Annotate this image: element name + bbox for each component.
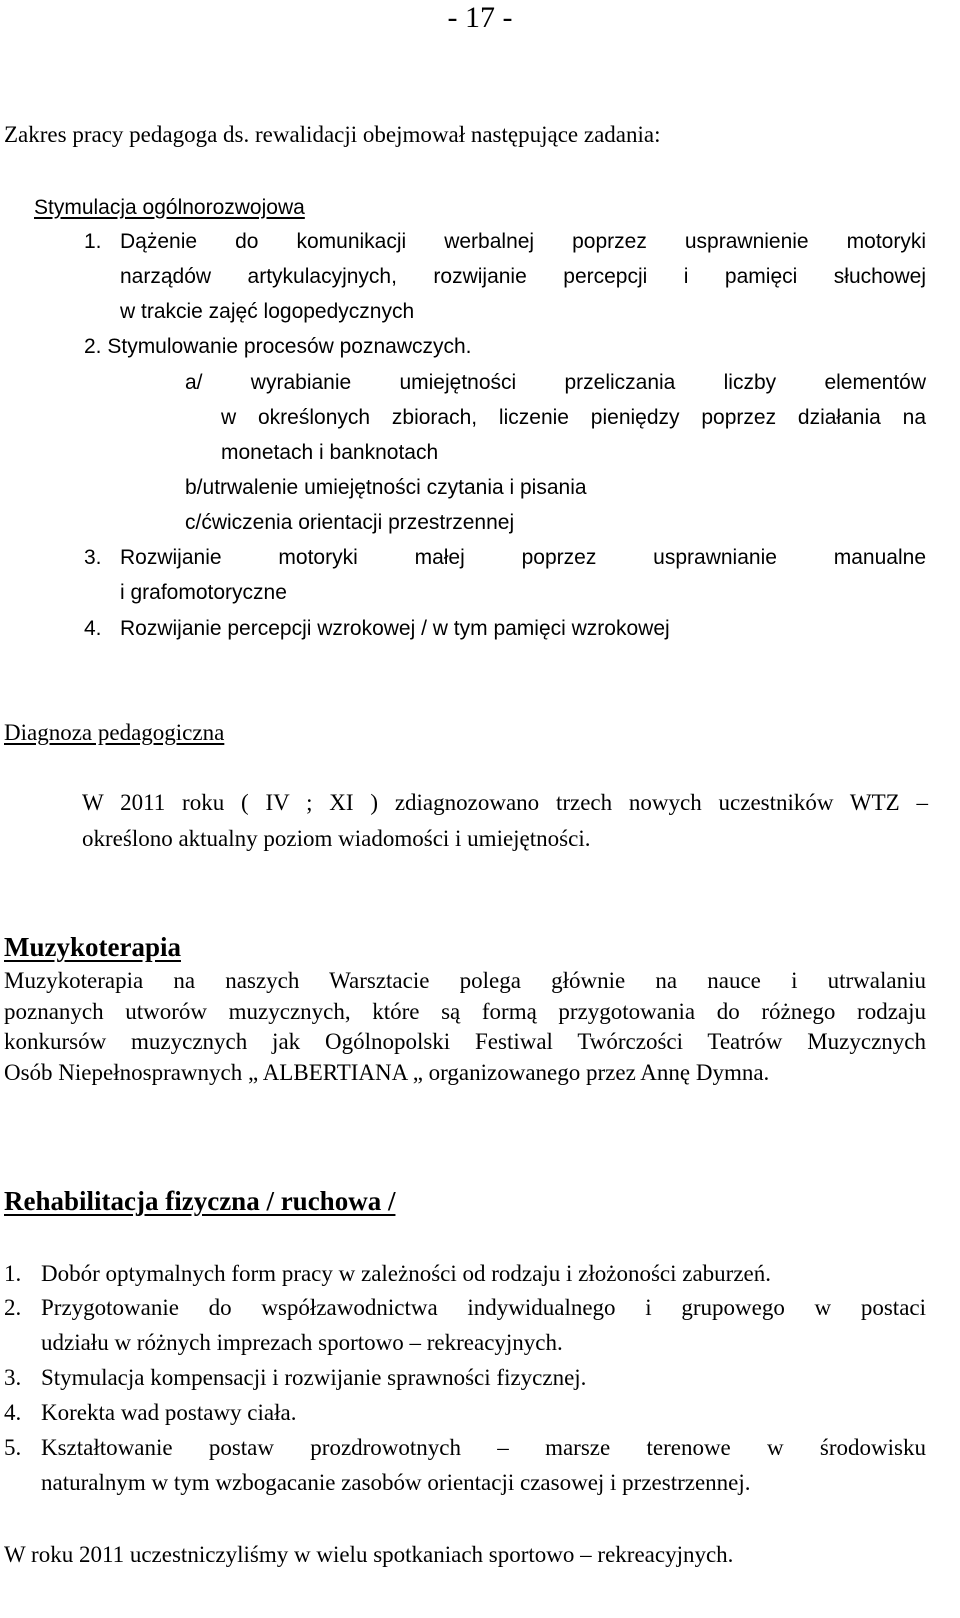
rehab-item2-line1: Przygotowanie do współzawodnictwa indywidualnego i grupowego w postaci <box>41 1295 926 1320</box>
stim-item1-line2: narządów artykulacyjnych, rozwijanie percepcji i pamięci słuchowej <box>120 265 926 288</box>
rehab-item4-number: 4. <box>4 1400 22 1425</box>
intro-text: Zakres pracy pedagoga ds. rewalidacji obejmował następujące zadania: <box>4 122 661 147</box>
stimulation-heading: Stymulacja ogólnorozwojowa <box>34 196 305 219</box>
rehab-item2-line2: udziału w różnych imprezach sportowo – rekreacyjnych. <box>41 1330 563 1355</box>
stim-item3-line2: i grafomotoryczne <box>120 581 287 604</box>
rehab-item3: Stymulacja kompensacji i rozwijanie sprawności fizycznej. <box>41 1365 587 1390</box>
rehab-item5-line2: naturalnym w tym wzbogacanie zasobów orientacji czasowej i przestrzennej. <box>41 1470 751 1495</box>
music-line1: Muzykoterapia na naszych Warsztacie polega głównie na nauce i utrwalaniu <box>4 968 926 993</box>
stim-item2a-line2: w określonych zbiorach, liczenie pieniędzy poprzez działania na <box>221 406 926 429</box>
stim-item4-number: 4. <box>84 617 102 640</box>
stim-item3-number: 3. <box>84 546 102 569</box>
stim-item3-line1: Rozwijanie motoryki małej poprzez usprawnianie manualne <box>120 546 926 569</box>
diagnosis-line2: określono aktualny poziom wiadomości i umiejętności. <box>82 826 591 851</box>
rehab-item5-line1: Kształtowanie postaw prozdrowotnych – marsze terenowe w środowisku <box>41 1435 926 1460</box>
stim-item1-line1: Dążenie do komunikacji werbalnej poprzez usprawnienie motoryki <box>120 230 926 253</box>
rehab-item1: Dobór optymalnych form pracy w zależności od rodzaju i złożoności zaburzeń. <box>41 1261 771 1286</box>
closing-text: W roku 2011 uczestniczyliśmy w wielu spotkaniach sportowo – rekreacyjnych. <box>4 1542 734 1567</box>
music-heading: Muzykoterapia <box>4 932 181 962</box>
stim-item4: Rozwijanie percepcji wzrokowej / w tym pamięci wzrokowej <box>120 617 670 640</box>
music-line3: konkursów muzycznych jak Ogólnopolski Festiwal Twórczości Teatrów Muzycznych <box>4 1029 926 1054</box>
rehab-item1-number: 1. <box>4 1261 22 1286</box>
rehab-item4: Korekta wad postawy ciała. <box>41 1400 297 1425</box>
stim-item2a-line1: a/ wyrabianie umiejętności przeliczania liczby elementów <box>185 371 926 394</box>
page-number: - 17 - <box>447 1 513 34</box>
stim-item1-number: 1. <box>84 230 102 253</box>
rehab-item5-number: 5. <box>4 1435 22 1460</box>
music-line4: Osób Niepełnosprawnych „ ALBERTIANA „ organizowanego przez Annę Dymna. <box>4 1060 770 1085</box>
rehab-heading: Rehabilitacja fizyczna / ruchowa / <box>4 1186 396 1216</box>
diagnosis-line1: W 2011 roku ( IV ; XI ) zdiagnozowano trzech nowych uczestników WTZ – <box>82 790 928 815</box>
rehab-item3-number: 3. <box>4 1365 22 1390</box>
rehab-item2-number: 2. <box>4 1295 22 1320</box>
stim-item2b: b/utrwalenie umiejętności czytania i pisania <box>185 476 587 499</box>
stim-item1-line3: w trakcie zajęć logopedycznych <box>120 300 415 323</box>
stim-item2a-line3: monetach i banknotach <box>221 441 439 464</box>
stim-item2c: c/ćwiczenia orientacji przestrzennej <box>185 511 515 534</box>
music-line2: poznanych utworów muzycznych, które są formą przygotowania do różnego rodzaju <box>4 999 926 1024</box>
stim-item2: 2. Stymulowanie procesów poznawczych. <box>84 335 472 358</box>
diagnosis-heading: Diagnoza pedagogiczna <box>4 720 225 745</box>
